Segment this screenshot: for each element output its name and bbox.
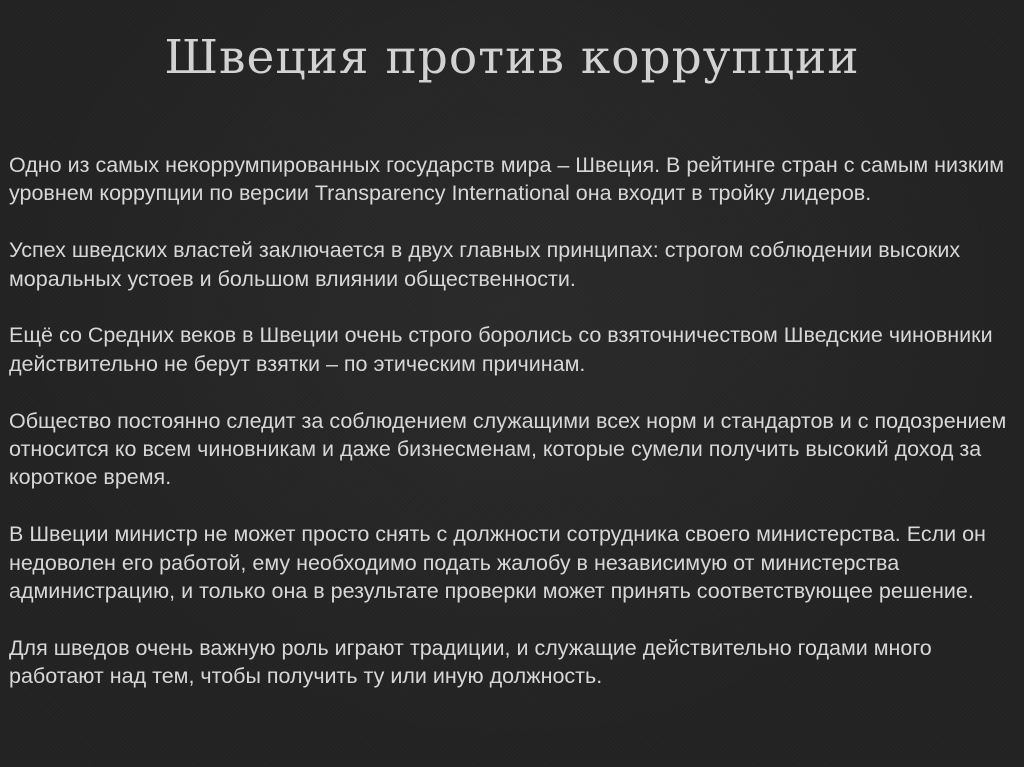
paragraph-rating: Одно из самых некоррумпированных государств мира – Швеция. В рейтинге стран с самым низким уровнем коррупции по версии Transparency International она входит в тройку лидеров. [9, 153, 1005, 206]
paragraph-history: Ещё со Средних веков в Швеции очень строго боролись со взяточничеством Шведские чиновники действительно не берут взятки – по этическим причинам. [9, 323, 993, 376]
paragraph-society: Общество постоянно следит за соблюдением служащими всех норм и стандартов и с подозрением относится ко всем чиновникам и даже бизнесменам, которые сумели получить высокий доход за короткое время. [9, 408, 1007, 490]
slide-title: Швеция против коррупции [164, 30, 860, 85]
paragraph-principles: Успех шведских властей заключается в двух главных принципах: строгом соблюдении высоких моральных устоев и большом влиянии общественности. [9, 238, 961, 291]
slide-body [9, 151, 1017, 691]
paragraph-minister: В Швеции министр не может просто снять с должности сотрудника своего министерства. Если он недоволен его работой, ему необходимо подать жалобу в независимую от министерства администрацию, и только она в результате проверки может принять соответствующее решение. [9, 522, 986, 604]
paragraph-traditions: Для шведов очень важную роль играют традиции, и служащие действительно годами много работают над тем, чтобы получить ту или иную должность. [9, 635, 932, 689]
